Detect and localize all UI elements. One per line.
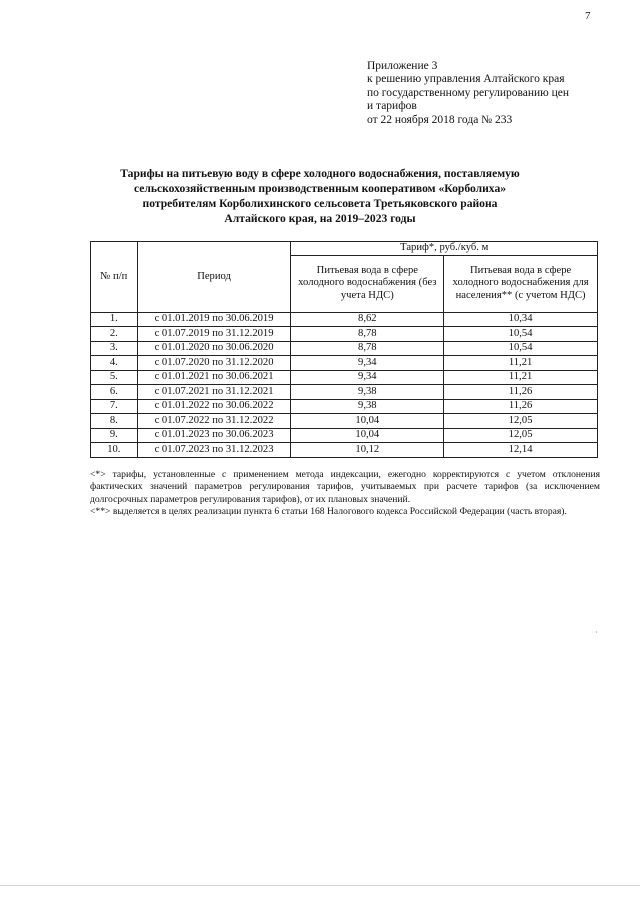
row-num: 8. xyxy=(91,414,138,429)
row-tariff-b: 11,26 xyxy=(444,385,598,400)
row-tariff-a: 8,62 xyxy=(291,312,444,327)
row-num: 3. xyxy=(91,341,138,356)
table-row xyxy=(91,428,598,443)
row-num: 1. xyxy=(91,312,138,327)
row-tariff-b: 11,21 xyxy=(444,356,598,371)
table-row xyxy=(91,399,598,414)
row-period: с 01.01.2020 по 30.06.2020 xyxy=(137,341,291,356)
row-num: 10. xyxy=(91,443,138,458)
row-tariff-b: 10,54 xyxy=(444,327,598,342)
row-period: с 01.01.2019 по 30.06.2019 xyxy=(137,312,291,327)
row-tariff-a: 8,78 xyxy=(291,341,444,356)
row-tariff-b: 10,34 xyxy=(444,312,598,327)
row-tariff-a: 10,12 xyxy=(291,443,444,458)
row-tariff-a: 8,78 xyxy=(291,327,444,342)
table-row xyxy=(91,356,598,371)
footnote-indexation: <*> тарифы, установленные с применением метода индексации, ежегодно корректируются с учетом отклонения фактических значений параметров регулирования тарифов, учитываемых при расчете тарифов (за исключением долгосрочных параметров регулирования тарифов), от их плановых значений. xyxy=(90,469,600,505)
page-number: 7 xyxy=(585,10,591,22)
row-period: с 01.07.2020 по 31.12.2020 xyxy=(137,356,291,371)
row-tariff-a: 10,04 xyxy=(291,428,444,443)
row-period: с 01.01.2021 по 30.06.2021 xyxy=(137,370,291,385)
table-row xyxy=(91,341,598,356)
appendix-header xyxy=(367,60,617,127)
row-num: 6. xyxy=(91,385,138,400)
title-line: Тарифы на питьевую воду в сфере холодного водоснабжения, поставляемую xyxy=(120,167,520,180)
row-num: 5. xyxy=(91,370,138,385)
row-tariff-a: 9,34 xyxy=(291,356,444,371)
row-tariff-a: 9,34 xyxy=(291,370,444,385)
title-line: потребителям Корболихинского сельсовета Третьяковского района xyxy=(142,197,498,210)
row-period: с 01.01.2022 по 30.06.2022 xyxy=(137,399,291,414)
footnotes xyxy=(90,469,600,519)
appendix-line: к решению управления Алтайского края xyxy=(367,73,565,86)
row-tariff-b: 11,21 xyxy=(444,370,598,385)
row-tariff-a: 9,38 xyxy=(291,385,444,400)
row-num: 2. xyxy=(91,327,138,342)
row-period: с 01.07.2019 по 31.12.2019 xyxy=(137,327,291,342)
row-tariff-a: 10,04 xyxy=(291,414,444,429)
header-tariff-group: Тариф*, руб./куб. м xyxy=(291,242,598,256)
header-tariff-without-vat: Питьевая вода в сфере холодного водоснабжения (без учета НДС) xyxy=(291,255,444,312)
table-row xyxy=(91,385,598,400)
table-row xyxy=(91,312,598,327)
row-num: 7. xyxy=(91,399,138,414)
appendix-line: по государственному регулированию цен xyxy=(367,86,570,99)
footnote-vat: <**> выделяется в целях реализации пункта 6 статьи 168 Налогового кодекса Российской Федерации (часть вторая). xyxy=(90,506,567,518)
row-period: с 01.07.2022 по 31.12.2022 xyxy=(137,414,291,429)
header-num: № п/п xyxy=(91,242,138,313)
title-line: сельскохозяйственным производственным кооперативом «Корболиха» xyxy=(133,182,507,195)
table-row xyxy=(91,370,598,385)
row-period: с 01.07.2023 по 31.12.2023 xyxy=(137,443,291,458)
scan-edge-line xyxy=(0,885,640,886)
header-tariff-population-with-vat: Питьевая вода в сфере холодного водоснабжения для населения** (с учетом НДС) xyxy=(444,255,598,312)
table-row xyxy=(91,443,598,458)
document-title xyxy=(90,166,550,226)
appendix-line: и тарифов xyxy=(367,100,417,113)
row-tariff-b: 10,54 xyxy=(444,341,598,356)
row-period: с 01.01.2023 по 30.06.2023 xyxy=(137,428,291,443)
row-tariff-b: 12,14 xyxy=(444,443,598,458)
table-row xyxy=(91,414,598,429)
header-period: Период xyxy=(137,242,291,313)
row-tariff-a: 9,38 xyxy=(291,399,444,414)
scan-mark: · xyxy=(595,628,598,637)
title-line: Алтайского края, на 2019–2023 годы xyxy=(224,212,416,225)
row-num: 4. xyxy=(91,356,138,371)
row-tariff-b: 11,26 xyxy=(444,399,598,414)
row-num: 9. xyxy=(91,428,138,443)
row-tariff-b: 12,05 xyxy=(444,428,598,443)
appendix-line: от 22 ноября 2018 года № 233 xyxy=(367,113,513,126)
row-period: с 01.07.2021 по 31.12.2021 xyxy=(137,385,291,400)
table-row xyxy=(91,327,598,342)
tariff-table xyxy=(90,241,598,458)
row-tariff-b: 12,05 xyxy=(444,414,598,429)
appendix-line: Приложение 3 xyxy=(367,60,438,72)
